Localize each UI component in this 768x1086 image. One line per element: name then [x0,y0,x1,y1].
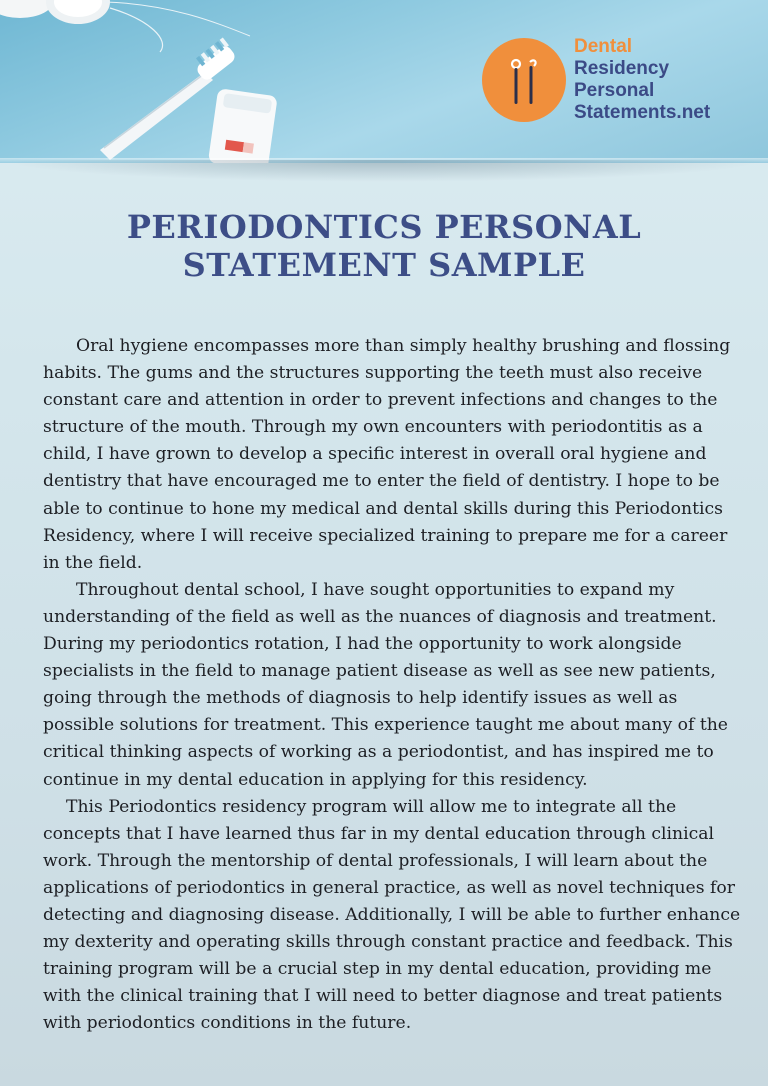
dental-tools-illustration [0,0,300,163]
logo-line-personal: Personal [574,80,655,101]
paragraph-3: This Periodontics residency program will allow me to integrate all the concepts that I have learned thus far in my dental education through clinical work. Through the mentorship of dental professionals, I will learn about the applications of periodontics in general practice, as well as novel techniques for detecting and diagnosing disease. Additionally, I will be able to further enhance my dexterity and operating skills through constant practice and feedback. This training program will be a crucial step in my dental education, providing me with the clinical training that I will need to better diagnose and treat patients with periodontics conditions in the future. [43,796,741,1034]
dental-instruments-icon [482,38,566,122]
logo-line-residency: Residency [574,58,670,79]
header-banner [0,0,768,163]
logo-line-dental: Dental [574,36,633,57]
page-title [0,208,768,284]
title-line-2: STATEMENT SAMPLE [182,246,586,284]
header-shadow [0,160,768,182]
logo-text [574,36,710,124]
title-line-1: PERIODONTICS PERSONAL [126,208,642,246]
statement-body [43,333,743,1037]
paragraph-2: Throughout dental school, I have sought opportunities to expand my understanding of the field as well as the nuances of diagnosis and treatment. During my periodontics rotation, I had the opportunity to work alongside specialists in the field to manage patient disease as well as see new patients, going through the methods of diagnosis to help identify issues as well as possible solutions for treatment. This experience taught me about many of the critical thinking aspects of working as a periodontist, and has inspired me to continue in my dental education in applying for this residency. [43,579,728,790]
site-logo[interactable] [482,36,752,126]
paragraph-1: Oral hygiene encompasses more than simply healthy brushing and flossing habits. The gums and the structures supporting the teeth must also receive constant care and attention in order to prevent infections and changes to the structure of the mouth. Through my own encounters with periodontitis as a child, I have grown to develop a specific interest in overall oral hygiene and dentistry that have encouraged me to enter the field of dentistry. I hope to be able to continue to hone my medical and dental skills during this Periodontics Residency, where I will receive specialized training to prepare me for a career in the field. [43,336,731,573]
logo-line-statements: Statements.net [574,102,711,123]
